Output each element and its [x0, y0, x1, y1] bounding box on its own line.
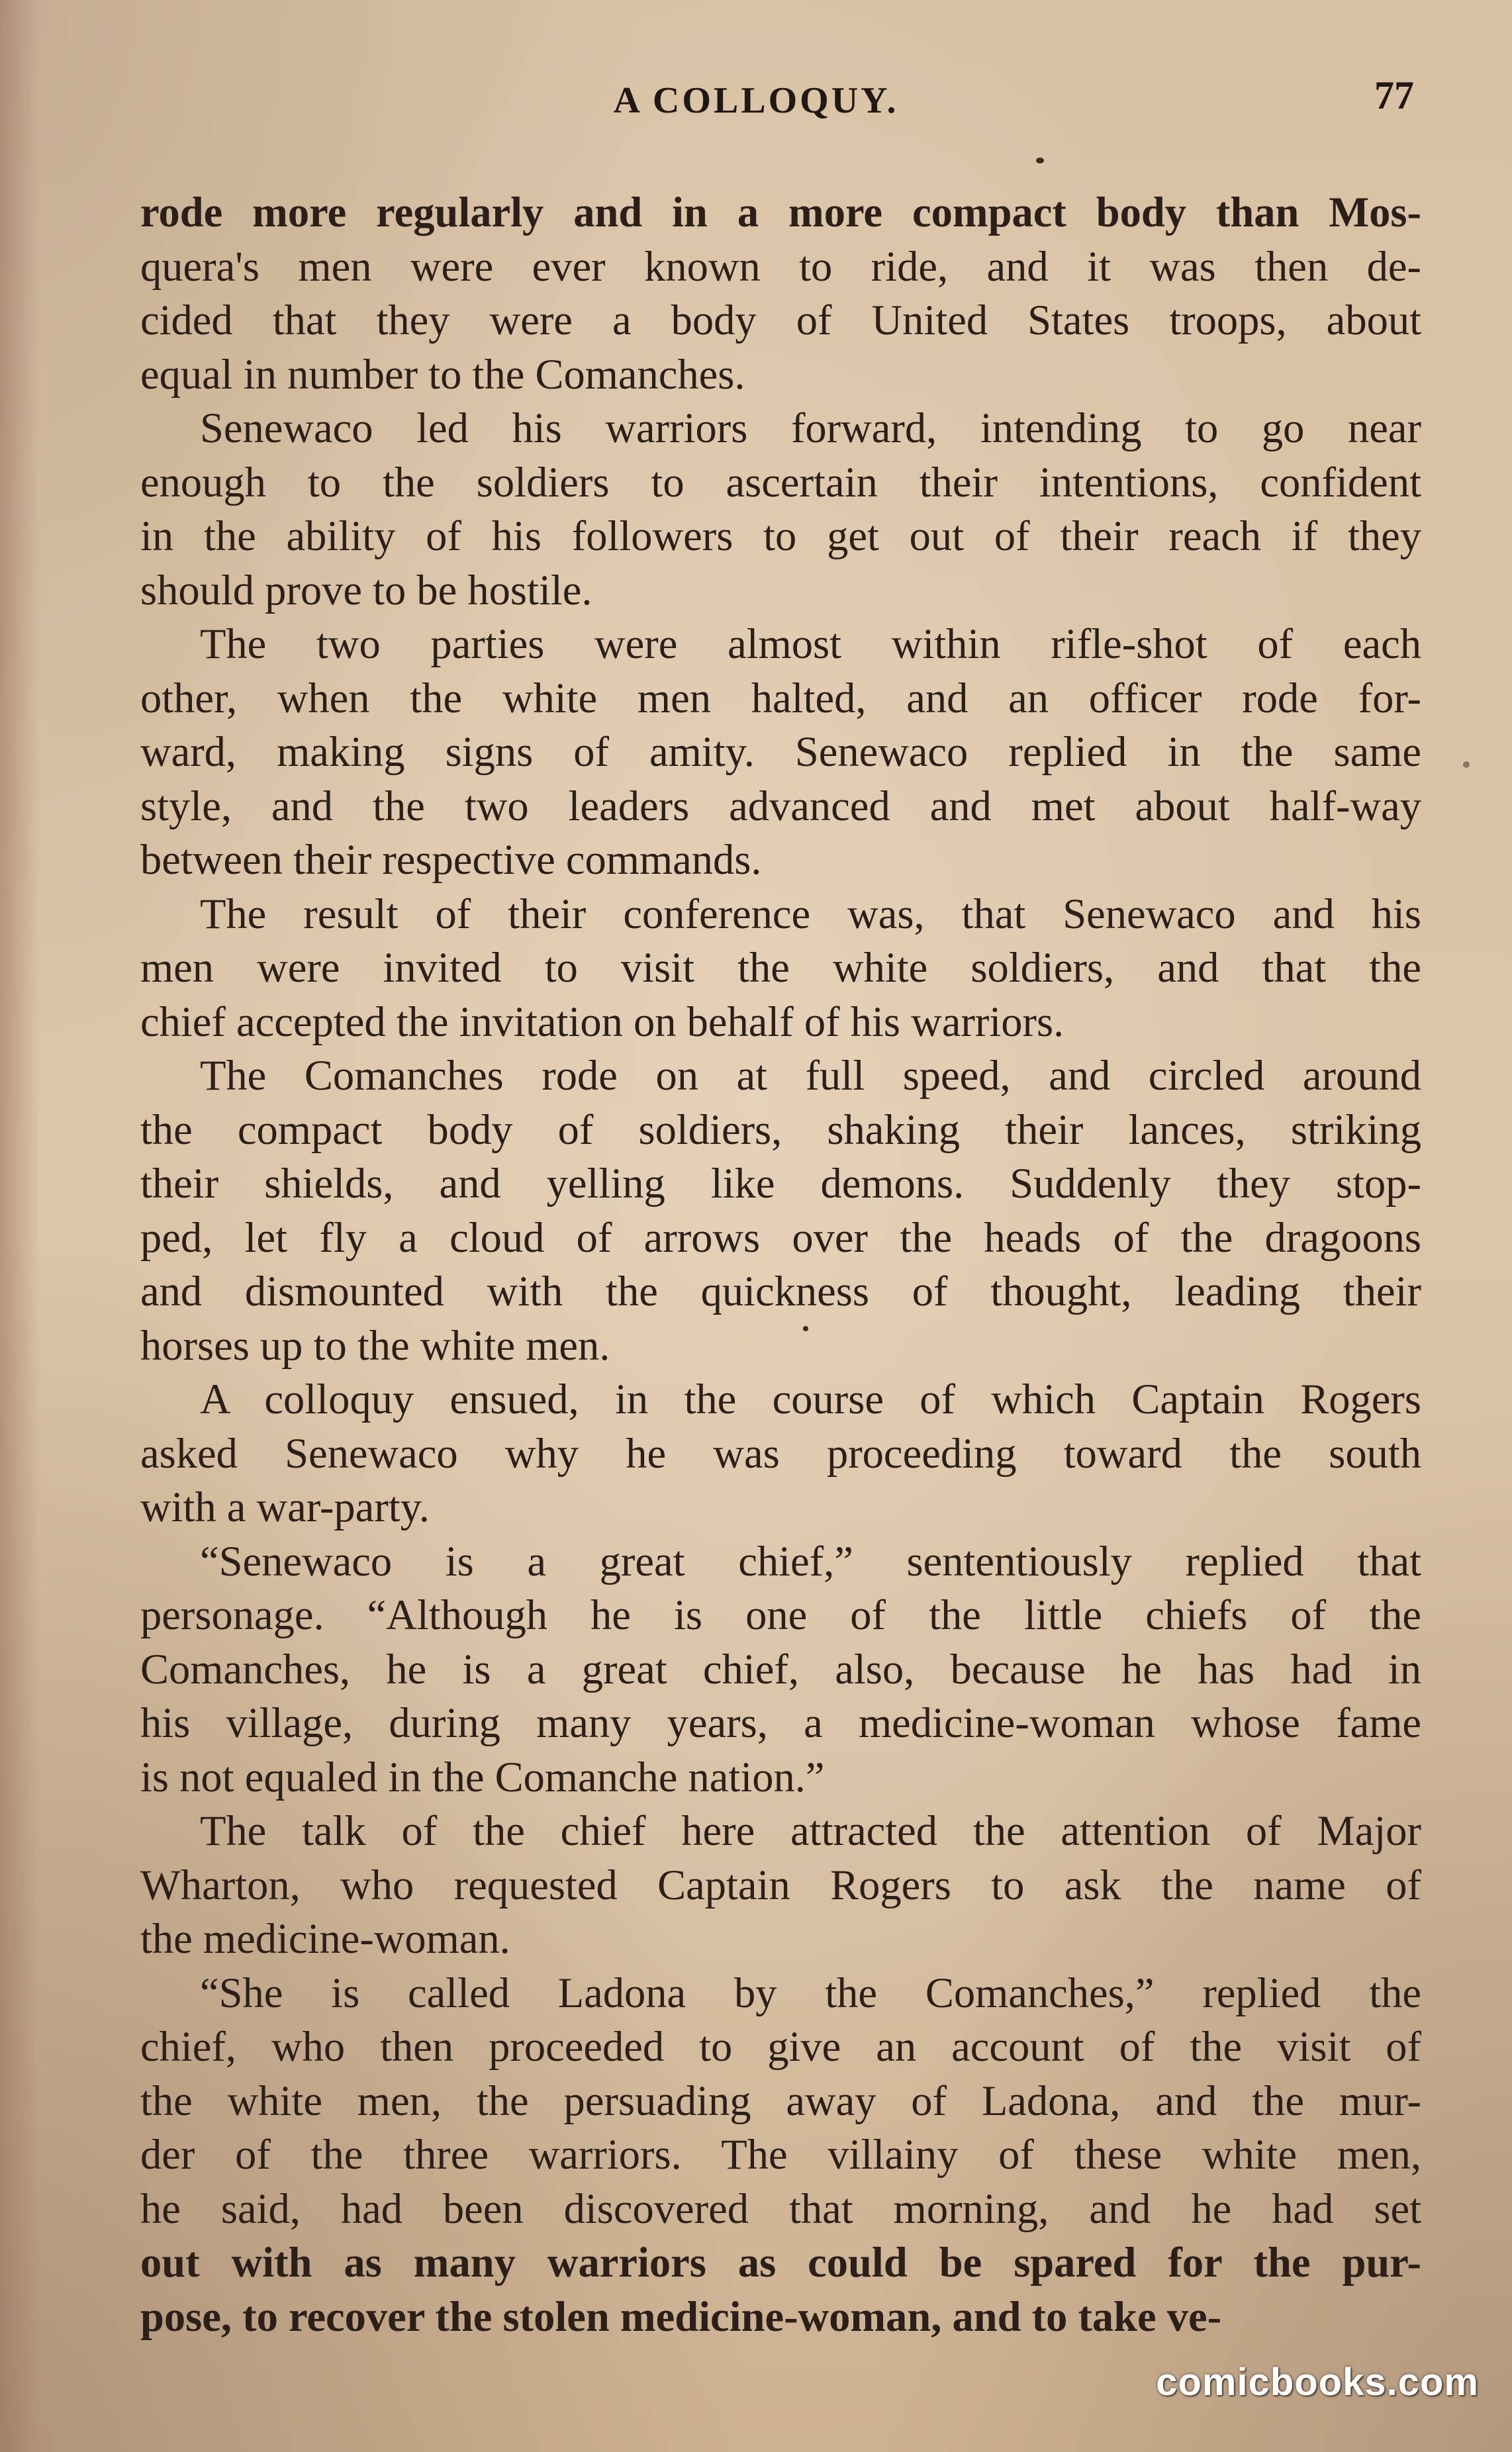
- text-line: the medicine-woman.: [140, 1915, 510, 1962]
- text-line: other, when the white men halted, and an officer rode for-: [140, 674, 1421, 722]
- running-head: A COLLOQUY.: [613, 80, 899, 121]
- text-line: “She is called Ladona by the Comanches,” replied the: [200, 1969, 1421, 2016]
- text-line: and dismounted with the quickness of thought, leading their: [140, 1268, 1421, 1315]
- text-line: is not equaled in the Comanche nation.”: [140, 1753, 825, 1801]
- text-line: horses up to the white men.: [140, 1321, 610, 1369]
- watermark: comicbooks.com: [1156, 2361, 1479, 2404]
- text-line: pose, to recover the stolen medicine-woman, and to take ve-: [140, 2292, 1222, 2340]
- text-line: Wharton, who requested Captain Rogers to ask the name of: [140, 1861, 1421, 1909]
- text-line: the compact body of soldiers, shaking their lances, striking: [140, 1106, 1421, 1153]
- text-line: The Comanches rode on at full speed, and circled around: [200, 1052, 1421, 1099]
- text-line: the white men, the persuading away of Ladona, and the mur-: [140, 2077, 1421, 2124]
- text-line: chief, who then proceeded to give an account of the visit of: [140, 2023, 1421, 2070]
- text-line: men were invited to visit the white soldiers, and that the: [140, 944, 1421, 991]
- text-line: style, and the two leaders advanced and met about half-way: [140, 782, 1421, 829]
- ink-speck: [1463, 761, 1470, 768]
- page-edge-shadow: [0, 0, 40, 2452]
- text-line: he said, had been discovered that morning, and he had set: [140, 2185, 1421, 2232]
- text-line: out with as many warriors as could be spared for the pur-: [140, 2239, 1421, 2286]
- text-line: chief accepted the invitation on behalf of his warriors.: [140, 998, 1064, 1045]
- text-line: his village, during many years, a medicine-woman whose fame: [140, 1699, 1421, 1746]
- ink-speck: [1036, 158, 1044, 164]
- text-line: ward, making signs of amity. Senewaco replied in the same: [140, 728, 1421, 775]
- ink-speck: [803, 1326, 808, 1331]
- text-line: der of the three warriors. The villainy of these white men,: [140, 2131, 1421, 2178]
- text-line: in the ability of his followers to get out of their reach if they: [140, 512, 1421, 559]
- text-line: A colloquy ensued, in the course of which Captain Rogers: [200, 1376, 1421, 1423]
- text-line: cided that they were a body of United States troops, about: [140, 297, 1421, 344]
- text-line: should prove to be hostile.: [140, 566, 592, 614]
- text-line: The talk of the chief here attracted the attention of Major: [200, 1807, 1421, 1854]
- text-line: ped, let fly a cloud of arrows over the heads of the dragoons: [140, 1213, 1421, 1261]
- page-number: 77: [1374, 73, 1414, 117]
- text-line: their shields, and yelling like demons. Suddenly they stop-: [140, 1160, 1421, 1207]
- body-text: [140, 185, 1421, 2343]
- text-line: personage. “Although he is one of the little chiefs of the: [140, 1591, 1421, 1638]
- text-line: “Senewaco is a great chief,” sententiously replied that: [200, 1537, 1421, 1585]
- text-line: Comanches, he is a great chief, also, because he has had in: [140, 1645, 1421, 1693]
- text-line: between their respective commands.: [140, 836, 762, 883]
- text-line: enough to the soldiers to ascertain their intentions, confident: [140, 458, 1421, 506]
- text-line: equal in number to the Comanches.: [140, 350, 745, 398]
- text-line: quera's men were ever known to ride, and it was then de-: [140, 242, 1421, 290]
- text-line: asked Senewaco why he was proceeding toward the south: [140, 1429, 1421, 1477]
- text-line: rode more regularly and in a more compact body than Mos-: [140, 189, 1421, 236]
- text-line: The result of their conference was, that Senewaco and his: [200, 890, 1421, 937]
- text-line: with a war-party.: [140, 1484, 430, 1531]
- text-line: The two parties were almost within rifle-shot of each: [200, 620, 1421, 667]
- text-line: Senewaco led his warriors forward, intending to go near: [200, 404, 1421, 451]
